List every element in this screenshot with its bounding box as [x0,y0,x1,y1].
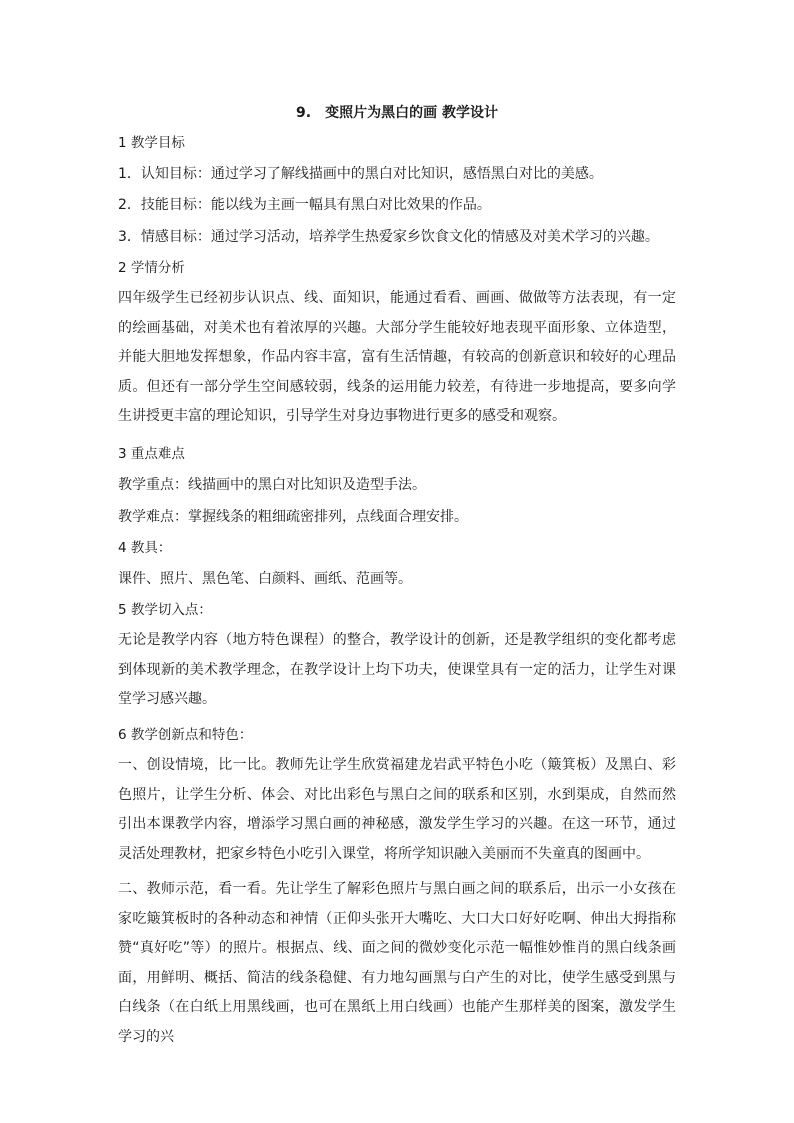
entry-point-paragraph: 无论是教学内容（地方特色课程）的整合，教学设计的创新，还是教学组织的变化都考虑到体现新的美术教学理念，在教学设计上均下功夫，使课堂具有一定的活力，让学生对课堂学习感兴趣。 [118,632,676,707]
goal-skill: 2．技能目标：能以线为主画一幅具有黑白对比效果的作品。 [118,197,491,213]
section-heading-teaching-goals: 1 教学目标 [118,135,185,151]
goal-emotion: 3．情感目标：通过学习活动，培养学生热爱家乡饮食文化的情感及对美术学习的兴趣。 [118,229,659,245]
section-heading-teaching-aids: 4 教具： [118,540,172,556]
section-heading-learner-analysis: 2 学情分析 [118,260,185,276]
innovation-paragraph-1: 一、创设情境，比一比。教师先让学生欣赏福建龙岩武平特色小吃（簸箕板）及黑白、彩色照片，让学生分析、体会、对比出彩色与黑白之间的联系和区别，水到渠成，自然而然引出本课教学内容，增添学习黑白画的神秘感，激发学生学习的兴趣。在这一环节，通过灵活处理教材，把家乡特色小吃引入课堂，将所学知识融入美丽而不失童真的图画中。 [118,757,676,862]
key-point-line: 教学重点：线描画中的黑白对比知识及造型手法。 [118,477,426,493]
section-heading-entry-point: 5 教学切入点： [118,602,212,618]
section-heading-innovation: 6 教学创新点和特色： [118,727,253,743]
teaching-aids-line: 课件、照片、黑色笔、白颜料、画纸、范画等。 [118,571,412,587]
innovation-paragraph-2: 二、教师示范，看一看。先让学生了解彩色照片与黑白画之间的联系后，出示一小女孩在家吃簸箕板时的各种动态和神情（正仰头张开大嘴吃、大口大口好好吃啊、伸出大拇指称赞“真好吃”等）的照片。根据点、线、面之间的微妙变化示范一幅惟妙惟肖的黑白线条画面，用鲜明、概括、简洁的线条稳健、有力地勾画黑与白产生的对比，使学生感受到黑与白线条（在白纸上用黑线画，也可在黑纸上用白线画）也能产生那样美的图案，激发学生学习的兴 [118,881,676,1045]
learner-analysis-paragraph: 四年级学生已经初步认识点、线、面知识，能通过看看、画画、做做等方法表现，有一定的绘画基础，对美术也有着浓厚的兴趣。大部分学生能较好地表现平面形象、立体造型，并能大胆地发挥想象，作品内容丰富，富有生活情趣，有较高的创新意识和较好的心理品质。但还有一部分学生空间感较弱，线条的运用能力较差，有待进一步地提高，要多向学生讲授更丰富的理论知识，引导学生对身边事物进行更多的感受和观察。 [118,290,676,424]
section-heading-key-difficult: 3 重点难点 [118,446,185,462]
document-title: 9. 变照片为黑白的画 教学设计 [296,105,498,121]
difficult-point-line: 教学难点：掌握线条的粗细疏密排列，点线面合理安排。 [118,509,468,525]
goal-cognitive: 1．认知目标：通过学习了解线描画中的黑白对比知识，感悟黑白对比的美感。 [118,166,603,182]
